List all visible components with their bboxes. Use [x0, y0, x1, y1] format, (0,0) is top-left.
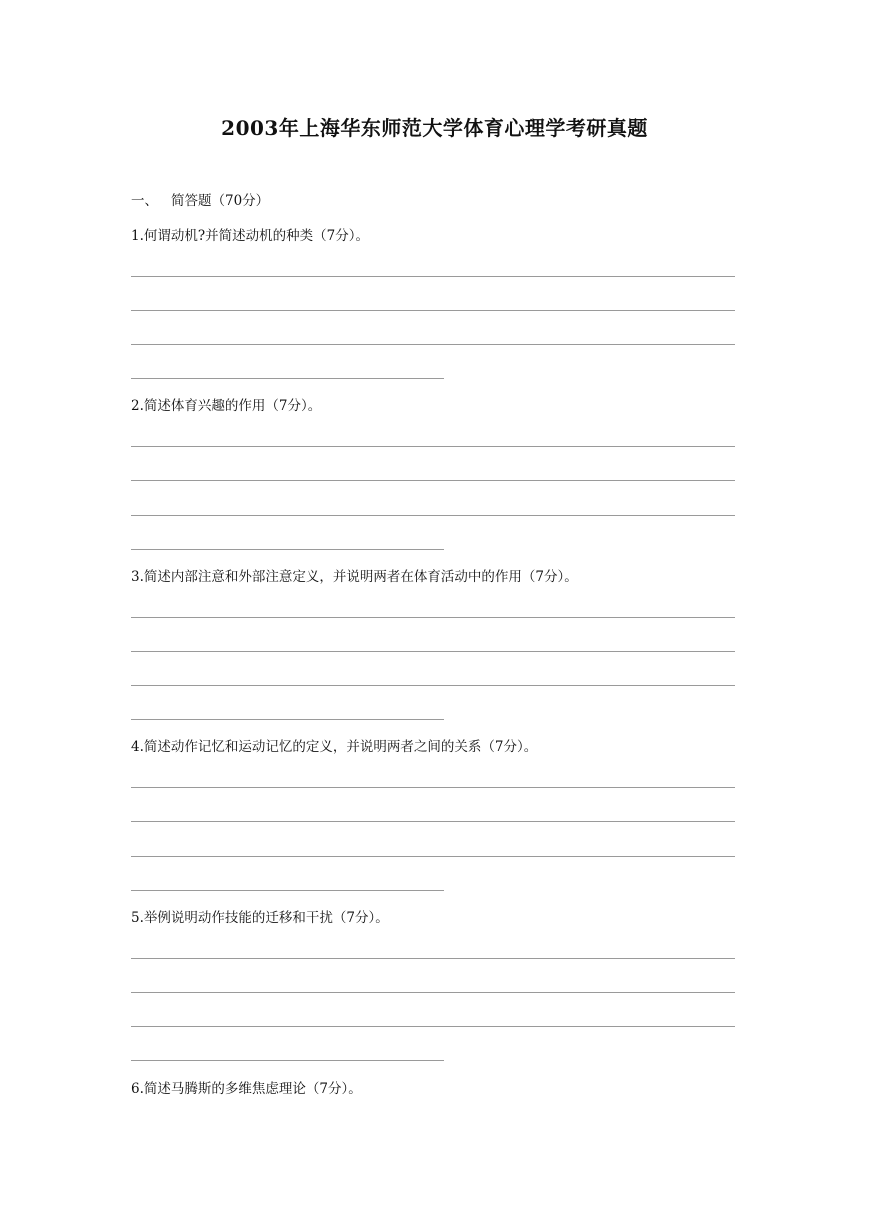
- question-2: 2.简述体育兴趣的作用（7分）。: [131, 398, 322, 414]
- answer-line: [131, 480, 735, 481]
- answer-line: [131, 890, 444, 891]
- answer-line: [131, 719, 444, 720]
- section-heading: [131, 191, 269, 211]
- question-5: 5.举例说明动作技能的迁移和干扰（7分）。: [131, 910, 389, 926]
- answer-line: [131, 856, 735, 857]
- answer-line: [131, 1060, 444, 1061]
- answer-line: [131, 310, 735, 311]
- answer-line: [131, 617, 735, 618]
- section-label: 简答题（70分）: [171, 193, 270, 209]
- answer-line: [131, 446, 735, 447]
- question-3: 3.简述内部注意和外部注意定义，并说明两者在体育活动中的作用（7分）。: [131, 569, 578, 585]
- question-6: 6.简述马腾斯的多维焦虑理论（7分）。: [131, 1081, 362, 1097]
- answer-line: [131, 344, 735, 345]
- answer-line: [131, 549, 444, 550]
- answer-line: [131, 1026, 735, 1027]
- answer-line: [131, 958, 735, 959]
- section-number: 一、: [131, 193, 158, 209]
- question-1: 1.何谓动机?并简述动机的种类（7分）。: [131, 228, 369, 244]
- answer-line: [131, 651, 735, 652]
- answer-line: [131, 685, 735, 686]
- answer-line: [131, 992, 735, 993]
- answer-line: [131, 787, 735, 788]
- answer-line: [131, 515, 735, 516]
- question-4: 4.简述动作记忆和运动记忆的定义，并说明两者之间的关系（7分）。: [131, 739, 538, 755]
- answer-line: [131, 276, 735, 277]
- answer-line: [131, 821, 735, 822]
- page-title: 2003年上海华东师范大学体育心理学考研真题: [221, 116, 648, 140]
- answer-line: [131, 378, 444, 379]
